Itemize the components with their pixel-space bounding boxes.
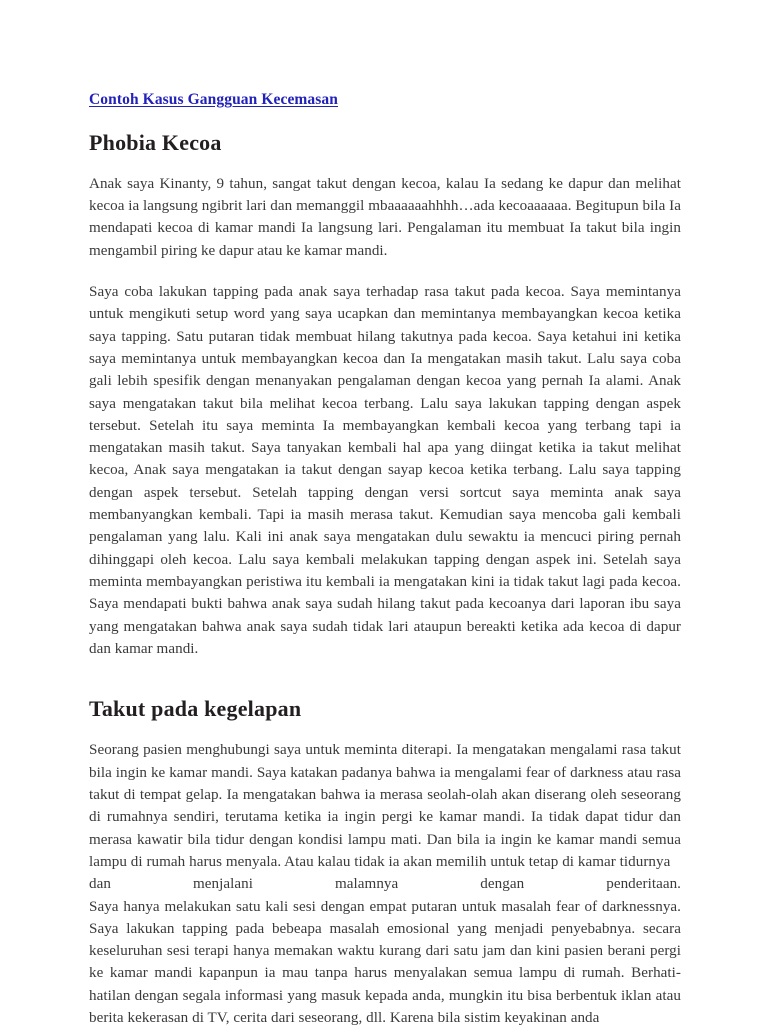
paragraph-fear-of-darkness-lead: Seorang pasien menghubungi saya untuk meminta diterapi. Ia mengatakan mengalami rasa takut bila ingin ke kamar mandi. Saya katakan padanya bahwa ia mengalami fear of darkness atau rasa takut di tempat gelap. Ia mengatakan bahwa ia merasa seolah-olah akan diserang oleh seseorang di rumahnya sendiri, terutama ketika ia ingin pergi ke kamar mandi. Ia tidak dapat tidur dan merasa kawatir bila tidur dengan kondisi lampu mati. Dan bila ia ingin ke kamar mandi semua lampu di rumah harus menyala. Atau kalau tidak ia akan memilih untuk tetap di kamar tidurnya [89, 742, 681, 870]
paragraph-kinanty-intro: Anak saya Kinanty, 9 tahun, sangat takut dengan kecoa, kalau Ia sedang ke dapur dan melihat kecoa ia langsung ngibrit lari dan memanggil mbaaaaaahhhh…ada kecoaaaaaa. Begitupun bila Ia mendapati kecoa di kamar mandi Ia langsung lari. Pengalaman itu membuat Ia takut bila ingin mengambil piring ke dapur atau ke kamar mandi. [89, 175, 681, 259]
section-heading-takut-pada-kegelapan: Takut pada kegelapan [89, 696, 302, 722]
document-link-row [89, 90, 681, 110]
document-title-link[interactable]: Contoh Kasus Gangguan Kecemasan [89, 91, 338, 108]
document-content [89, 90, 681, 1029]
section-heading-phobia-kecoa: Phobia Kecoa [89, 129, 222, 155]
paragraph-fear-of-darkness-tail: Saya hanya melakukan satu kali sesi dengan empat putaran untuk masalah fear of darknessnya. Saya lakukan tapping pada bebeapa masalah emosional yang menjadi penyebabnya. secara keseluruhan sesi terapi hanya memakan waktu kurang dari satu jam dan kini pasien berani pergi ke kamar mandi kapanpun ia mau tanpa harus menyalakan semua lampu di rumah. Berhati-hatilan dengan segala informasi yang masuk kepada anda, mungkin itu bisa berbentuk iklan atau berita kekerasan di TV, cerita dari seseorang, dll. Karena bila sistim keyakinan anda [89, 898, 681, 1026]
paragraph-tapping-session: Saya coba lakukan tapping pada anak saya terhadap rasa takut pada kecoa. Saya memintanya untuk mengikuti setup word yang saya ucapkan dan memintanya membayangkan kecoa ketika saya tapping. Satu putaran tidak membuat hilang takutnya pada kecoa. Saya ketahui ini ketika saya memintanya untuk membayangkan kecoa dan Ia mengatakan masih takut. Lalu saya coba gali lebih spesifik dengan menanyakan pengalaman dengan kecoa yang pernah Ia alami. Anak saya mengatakan takut bila melihat kecoa terbang. Lalu saya lakukan tapping dengan aspek tersebut. Setelah itu saya meminta Ia membayangkan kembali kecoa yang terbang tapi ia mengatakan masih takut. Saya tanyakan kembali hal apa yang diingat ketika ia takut melihat kecoa, Anak saya mengatakan ia takut dengan sayap kecoa ketika terbang. Lalu saya tapping dengan aspek tersebut. Setelah tapping dengan versi sortcut saya meminta anak saya membanyangkan kembali. Tapi ia masih merasa takut. Kemudian saya mencoba gali kembali pengalaman yang lalu. Kali ini anak saya mengatakan dulu sewaktu ia mencuci piring pernah dihinggapi oleh kecoa. Lalu saya kembali melakukan tapping dengan aspek ini. Setelah saya meminta membayangkan peristiwa itu kembali ia mengatakan kini ia tidak takut lagi pada kecoa. Saya mendapati bukti bahwa anak saya sudah hilang takut pada kecoanya dari laporan ibu saya yang mengatakan bahwa anak saya sudah tidak lari ataupun bereakti ketika ada kecoa di dapur dan kamar mandi. [89, 284, 681, 657]
paragraph-fear-of-darkness [89, 739, 681, 1029]
paragraph-fear-of-darkness-loose-line: dan menjalani malamnya dengan penderitaan. [89, 876, 681, 893]
